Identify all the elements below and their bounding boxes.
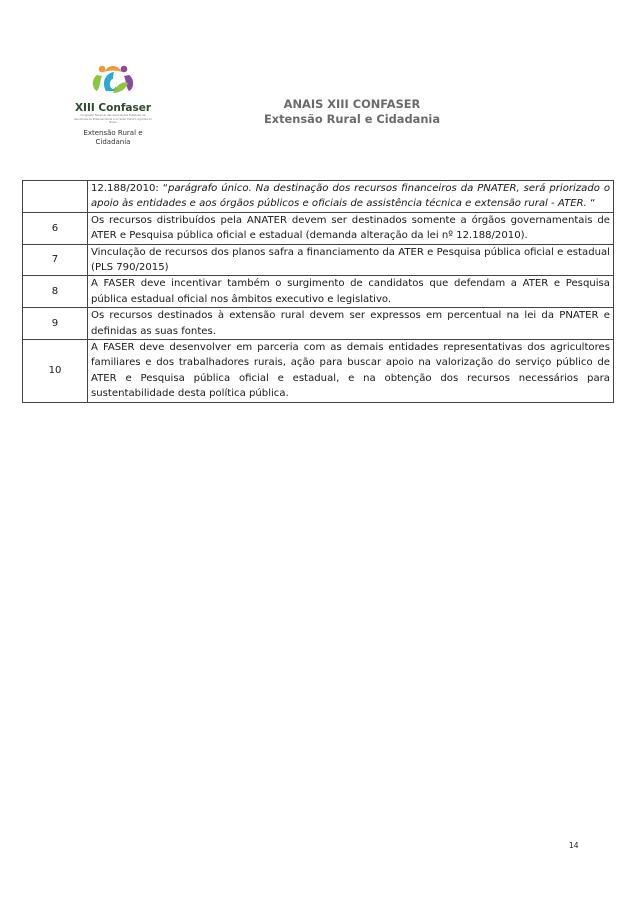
row-number: 7 — [23, 244, 88, 276]
row-number: 6 — [23, 212, 88, 244]
row-number: 9 — [23, 308, 88, 340]
logo-subtitle-line: Cidadania — [95, 137, 131, 146]
logo-subtitle-line: Extensão Rural e — [83, 128, 143, 137]
row-number — [23, 181, 88, 213]
page-subtitle: Extensão Rural e Cidadania — [263, 112, 441, 126]
row-text: A FASER deve incentivar também o surgimento de candidatos que defendam a ATER e Pesquisa pública estadual oficial nos âmbitos executivo e legislativo. — [88, 276, 614, 308]
proposals-table — [22, 180, 614, 403]
row-text-end: “ — [586, 198, 596, 210]
table-row — [23, 212, 614, 244]
table-row — [23, 308, 614, 340]
table-row — [23, 276, 614, 308]
page-title: ANAIS XIII CONFASER — [283, 97, 421, 111]
row-number: 8 — [23, 276, 88, 308]
row-text-italic: parágrafo único. Na destinação dos recursos financeiros da PNATER, será priorizado o apoio às entidades e aos órgãos públicos e oficiais de assistência técnica e extensão rural - ATER. — [91, 183, 611, 210]
row-text-plain: 12.188/2010: “ — [91, 183, 168, 194]
row-text: Os recursos destinados à extensão rural devem ser expressos em percentual na lei da PNATER e definidas as suas fontes. — [88, 308, 614, 340]
logo-name: XIII Confaser — [74, 102, 152, 114]
row-text: A FASER deve desenvolver em parceria com as demais entidades representativas dos agricultores familiares e dos trabalhadores rurais, ação para buscar apoio na valorização do serviço público de ATER e Pesquisa pública oficial e estadual, e na obtenção dos recursos necessários para sustentabilidade desta política pública. — [88, 340, 614, 403]
table-row — [23, 340, 614, 403]
row-text: Vinculação de recursos dos planos safra a financiamento da ATER e Pesquisa pública oficial e estadual (PLS 790/2015) — [88, 244, 614, 276]
row-number: 10 — [23, 340, 88, 403]
confaser-logo — [72, 62, 154, 147]
table-row — [23, 181, 614, 213]
page-number: 14 — [569, 841, 579, 850]
row-text — [88, 181, 614, 213]
page-header — [236, 97, 468, 127]
table-row — [23, 244, 614, 276]
logo-subtitle — [72, 129, 154, 147]
logo-tagline: Servidores da Extensão Rural e do Setor Público Agrícola do Brasil — [74, 117, 152, 125]
logo-tagline: Congresso Nacional das Associações Estaduais de — [80, 114, 146, 117]
confaser-emblem-icon — [90, 62, 136, 102]
row-text: Os recursos distribuídos pela ANATER devem ser destinados somente a órgãos governamentais de ATER e Pesquisa pública oficial e estadual (demanda alteração da lei nº 12.188/2010). — [88, 212, 614, 244]
